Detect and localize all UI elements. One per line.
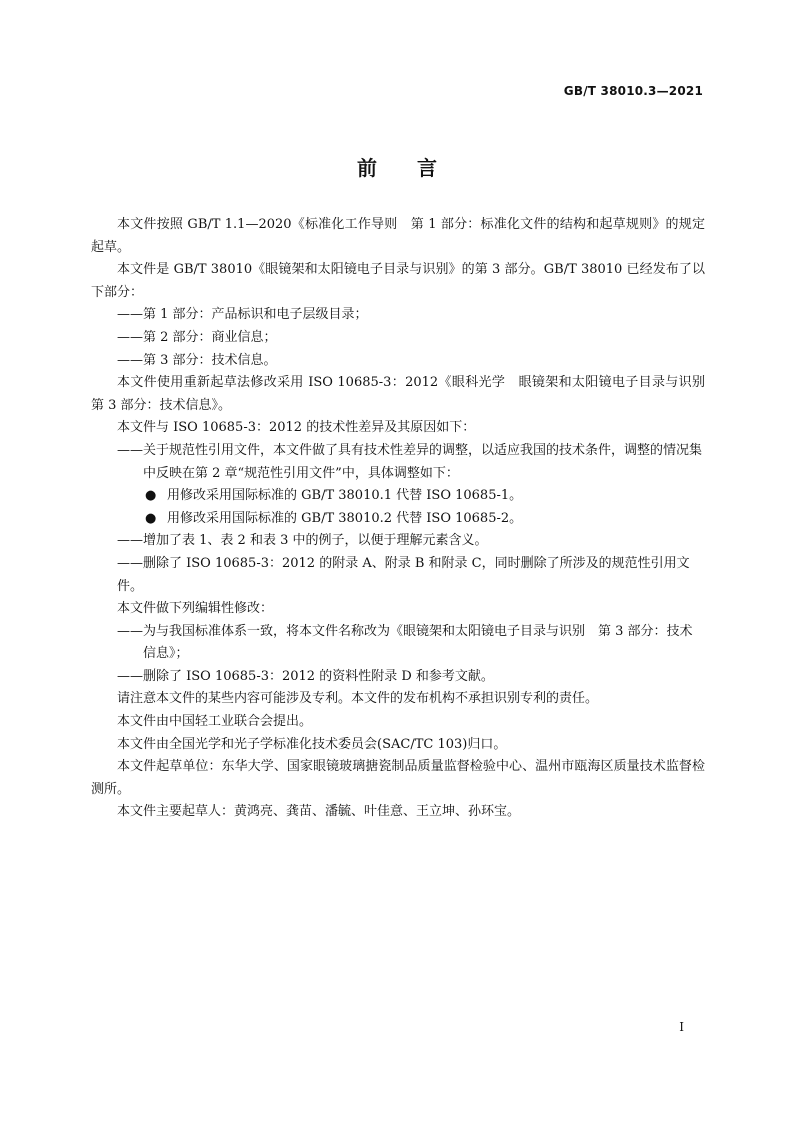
bullet-text: 用修改采用国际标准的 GB/T 38010.1 代替 ISO 10685-1。 [167, 488, 523, 504]
standard-code: GB/T 38010.3—2021 [563, 84, 703, 98]
paragraph: 本文件按照 GB/T 1.1—2020《标准化工作导则 第 1 部分：标准化文件的结构和起草规则》的规定起草。 [91, 217, 705, 255]
paragraph: 请注意本文件的某些内容可能涉及专利。本文件的发布机构不承担识别专利的责任。 [117, 691, 599, 707]
bullet-item [91, 508, 705, 531]
bullet-text: 用修改采用国际标准的 GB/T 38010.2 代替 ISO 10685-2。 [167, 510, 523, 526]
dash-item: ——关于规范性引用文件，本文件做了具有技术性差异的调整，以适应我国的技术条件，调整的情况集中反映在第 2 章“规范性引用文件”中，具体调整如下： [117, 442, 703, 481]
dash-item: ——第 3 部分：技术信息。 [117, 352, 277, 368]
dash-item: ——第 1 部分：产品标识和电子层级目录； [117, 307, 368, 323]
paragraph: 本文件主要起草人：黄鸿亮、龚苗、潘毓、叶佳意、王立坤、孙环宝。 [117, 804, 521, 820]
dash-item: ——删除了 ISO 10685-3：2012 的附录 A、附录 B 和附录 C，同时删除了所涉及的规范性引用文件。 [117, 555, 690, 594]
page-title: 前言 [357, 156, 477, 180]
page-number: I [679, 1020, 684, 1034]
paragraph: 本文件做下列编辑性修改： [117, 601, 274, 617]
paragraph: 本文件由中国轻工业联合会提出。 [117, 714, 313, 730]
dash-item: ——增加了表 1、表 2 和表 3 中的例子，以便于理解元素含义。 [117, 533, 488, 549]
paragraph: 本文件是 GB/T 38010《眼镜架和太阳镜电子目录与识别》的第 3 部分。GB/T 38010 已经发布了以下部分： [91, 262, 705, 300]
dash-item: ——删除了 ISO 10685-3：2012 的资料性附录 D 和参考文献。 [117, 668, 494, 684]
dash-item: ——为与我国标准体系一致，将本文件名称改为《眼镜架和太阳镜电子目录与识别 第 3 部分：技术信息》； [117, 623, 693, 662]
foreword-body [91, 214, 719, 824]
bullet-item [91, 485, 705, 508]
paragraph: 本文件与 ISO 10685-3：2012 的技术性差异及其原因如下： [117, 420, 476, 436]
bullet-icon: ● [145, 488, 157, 504]
paragraph: 本文件由全国光学和光子学标准化技术委员会(SAC/TC 103)归口。 [117, 736, 507, 752]
dash-item: ——第 2 部分：商业信息； [117, 329, 277, 345]
bullet-icon: ● [145, 510, 157, 526]
paragraph: 本文件起草单位：东华大学、国家眼镜玻璃搪瓷制品质量监督检验中心、温州市瓯海区质量技术监督检测所。 [91, 759, 705, 797]
paragraph: 本文件使用重新起草法修改采用 ISO 10685-3：2012《眼科光学 眼镜架和太阳镜电子目录与识别 第 3 部分：技术信息》。 [91, 375, 719, 413]
